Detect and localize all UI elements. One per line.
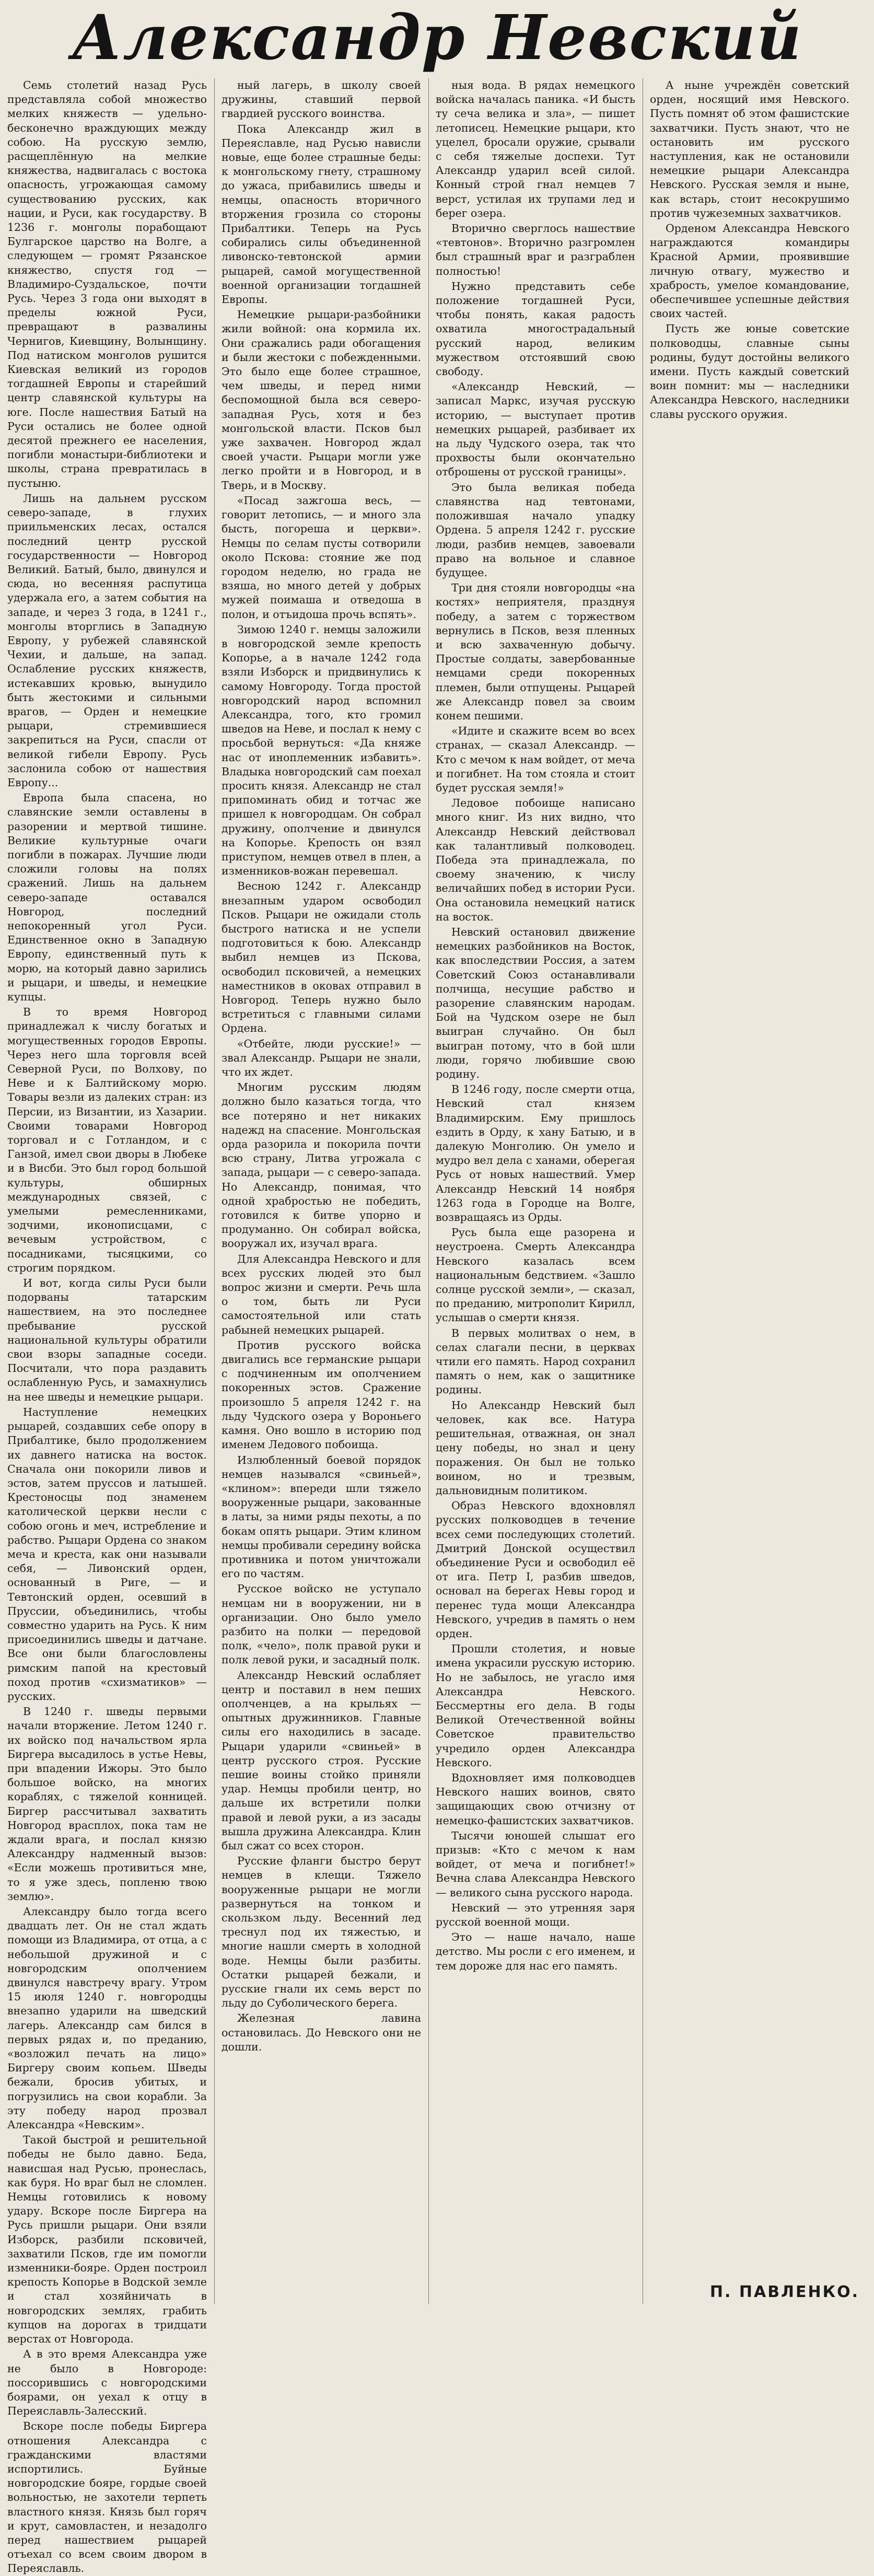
- article-paragraph: В 1246 году, после смерти отца, Невский стал князем Владимирским. Ему пришлось ездить в Орду, к хану Батыю, и в далекую Монголию. Он умело и мудро вел дела с ханами, оберегая Русь от новых нашествий. Умер Александр Невский 14 ноября 1263 года в Городце на Волге, возвращаясь из Орды.: [436, 1083, 635, 1224]
- article-paragraph: Многим русским людям должно было казаться тогда, что все потеряно и нет никаких надежд на спасение. Монгольская орда разорила и покорила почти всю страну, Литва угрожала с запада, рыцари — с северо-запада. Но Александр, понимая, что одной храбростью не победить, готовился к битве упорно и продуманно. Он собирал войска, вооружал их, изучал врага.: [222, 1081, 421, 1250]
- article-paragraph: Весною 1242 г. Александр внезапным ударом освободил Псков. Рыцари не ожидали столь быстрого натиска и не успели подготовиться к бою. Александр выбил немцев из Пскова, освободил псковичей, а немецких наместников в оковах отправил в Новгород. Теперь нужно было встретиться с главными силами Ордена.: [222, 880, 421, 1035]
- article-paragraph: Пока Александр жил в Переяславле, над Русью нависли новые, еще более страшные беды: к монгольскому гнету, страшному до ужаса, прибавились шведы и немцы, опасность вторичного вторжения грозила со стороны Прибалтики. Теперь на Русь собирались силы объединенной ливонско-тевтонской армии рыцарей, самой могущественной военной организации тогдашней Европы.: [222, 122, 421, 306]
- article-paragraph: Такой быстрой и решительной победы не было давно. Беда, нависшая над Русью, пронеслась, как буря. Но враг был не сломлен. Немцы готовились к новому удару. Вскоре после Биргера на Русь пришли рыцари. Они взяли Изборск, разбили псковичей, захватили Псков, где им помогли изменники-бояре. Орден построил крепость Копорье в Водской земле и стал хозяйничать в новгородских землях, грабить купцов на дорогах в тридцати верстах от Новгорода.: [7, 2134, 207, 2346]
- article-paragraph: ныя вода. В рядах немецкого войска началась паника. «И бысть ту сеча велика и зла», — пишет летописец. Немецкие рыцари, кто уцелел, бросали оружие, срывали с себя тяжелые доспехи. Тут Александр ударил всей силой. Конный строй гнал немцев 7 верст, устилая их трупами лед и берег озера.: [436, 79, 635, 219]
- article-paragraph: «Идите и скажите всем во всех странах, — сказал Александр. — Кто с мечом к нам войдет, от меча и погибнет. На том стояла и стоит будет русская земля!»: [436, 725, 635, 794]
- article-paragraph: А в это время Александра уже не было в Новгороде: поссорившись с новгородскими боярами, он уехал к отцу в Переяславль-Залесский.: [7, 2348, 207, 2418]
- article-paragraph: Тысячи юношей слышат его призыв: «Кто с мечом к нам войдет, от меча и погибнет!» Вечна слава Александра Невского — великого сына русского народа.: [436, 1829, 635, 1899]
- article-paragraph: А ныне учреждён советский орден, носящий имя Невского. Пусть помнят об этом фашистские захватчики. Пусть знают, что не остановить им русского наступления, как не остановили немецкие рыцари Александра Невского. Русская земля и ныне, как встарь, стоит несокрушимо против чужеземных захватчиков.: [650, 79, 849, 219]
- article-paragraph: Наступление немецких рыцарей, создавших себе опору в Прибалтике, было продолжением их давнего натиска на восток. Сначала они покорили ливов и эстов, затем пруссов и латышей. Крестоносцы под знаменем католической церкви несли с собою огонь и меч, истребление и рабство. Рыцари Ордена со знаком меча и креста, как они называли себя, — Ливонский орден, основанный в Риге, — и Тевтонский орден, осевший в Пруссии, объединились, чтобы совместно ударить на Русь. К ним присоединились шведы и датчане. Все они были благословлены римским папой на крестовый поход против «схизматиков» — русских.: [7, 1405, 207, 1703]
- article-paragraph: Против русского войска двигались все германские рыцари с подчиненным им ополчением покоренных эстов. Сражение произошло 5 апреля 1242 г. на льду Чудского озера у Вороньего камня. Оно вошло в историю под именем Ледового побоища.: [222, 1338, 421, 1451]
- article-column-3: [436, 78, 635, 2296]
- article-paragraph: В то время Новгород принадлежал к числу богатых и могущественных городов Европы. Через него шла торговля всей Северной Руси, по Волхову, по Неве и к Балтийскому морю. Товары везли из далеких стран: из Персии, из Византии, из Хазарии. Своими товарами Новгород торговал и с Готландом, и с Ганзой, имел свои дворы в Любеке и в Висби. Это был город большой культуры, обширных международных связей, с умелыми ремесленниками, зодчими, иконописцами, с вечевым устройством, с посадниками, тысяцкими, со строгим порядком.: [7, 1006, 207, 1274]
- article-paragraph: Но Александр Невский был человек, как все. Натура решительная, отважная, он знал цену победы, но знал и цену поражения. Он был не только воином, но и трезвым, дальновидным политиком.: [436, 1398, 635, 1497]
- article-paragraph: Три дня стояли новгородцы «на костях» неприятеля, празднуя победу, а затем с торжеством вернулись в Псков, везя пленных и всю захваченную добычу. Простые солдаты, завербованные немцами среди покоренных племен, были отпущены. Рыцарей же Александр повел за своим конем пешими.: [436, 581, 635, 722]
- article-paragraph: Вторично сверглось нашествие «тевтонов». Вторично разгромлен был страшный враг и разграблен полностью!: [436, 222, 635, 277]
- article-paragraph: В 1240 г. шведы первыми начали вторжение. Летом 1240 г. их войско под начальством ярла Биргера высадилось в устье Невы, при впадении Ижоры. Это было большое войско, на многих кораблях, с тяжелой конницей. Биргер рассчитывал захватить Новгород врасплох, пока там не ждали врага, и послал князю Александру надменный вызов: «Если можешь противиться мне, то я уже здесь, попленю твою землю».: [7, 1705, 207, 1903]
- article-paragraph: Вдохновляет имя полководцев Невского наших воинов, свято защищающих свою отчизну от немецко-фашистских захватчиков.: [436, 1771, 635, 1827]
- article-paragraph: «Александр Невский, — записал Маркс, изучая русскую историю, — выступает против немецких рыцарей, разбивает их на льду Чудского озера, так что прохвосты были окончательно отброшены от русской границы».: [436, 380, 635, 479]
- article-paragraph: Это была великая победа славянства над тевтонами, положившая начало упадку Ордена. 5 апреля 1242 г. русские люди, разбив немцев, завоевали право на вольное и славное будущее.: [436, 481, 635, 579]
- article-column-1: [7, 78, 207, 2575]
- article-paragraph: Александр Невский ослабляет центр и поставил в нем пеших ополченцев, а на крыльях — опытных дружинников. Главные силы его находились в засаде. Рыцари ударили «свиньей» в центр русского строя. Русские пешие воины стойко приняли удар. Немцы пробили центр, но дальше их встретили полки правой и левой руки, а из засады вышла дружина Александра. Клин был сжат со всех сторон.: [222, 1669, 421, 1852]
- author-signature: П. ПАВЛЕНКО.: [709, 2283, 859, 2301]
- article-paragraph: Орденом Александра Невского награждаются командиры Красной Армии, проявившие личную отвагу, мужество и храбрость, умелое командование, обеспечившее успешные действия своих частей.: [650, 222, 849, 320]
- article-paragraph: В первых молитвах о нем, в селах слагали песни, в церквах чтили его память. Народ сохранил память о нем, как о защитнике родины.: [436, 1326, 635, 1396]
- article-paragraph: Образ Невского вдохновлял русских полководцев в течение всех семи последующих столетий. Дмитрий Донской осуществил объединение Руси и освободил её от ига. Петр I, разбив шведов, основал на берегах Невы город и перенес туда мощи Александра Невского, учредив в память о нем орден.: [436, 1499, 635, 1640]
- article-paragraph: Это — наше начало, наше детство. Мы росли с его именем, и тем дороже для нас его память.: [436, 1931, 635, 1972]
- article-column-4: [650, 78, 849, 2296]
- article-title: Александр Невский: [72, 1, 802, 74]
- article-paragraph: И вот, когда силы Руси были подорваны татарским нашествием, на это последнее пребывание русской национальной культуры обратили свои взоры западные соседи. Посчитали, что пора раздавить ослабленную Русь, и замахнулись на нее шведы и немецкие рыцари.: [7, 1277, 207, 1403]
- article-paragraph: Для Александра Невского и для всех русских людей это был вопрос жизни и смерти. Речь шла о том, быть ли Руси самостоятельной или стать рабыней немецких рыцарей.: [222, 1252, 421, 1336]
- article-paragraph: Прошли столетия, и новые имена украсили русскую историю. Но не забылось, не угасло имя Александра Невского. Бессмертны его дела. В годы Великой Отечественной войны Советское правительство учредило орден Александра Невского.: [436, 1642, 635, 1769]
- article-paragraph: Семь столетий назад Русь представляла собой множество мелких княжеств — удельно-бесконечно враждующих между собою. На русскую землю, расщеплённую на мелкие княжества, надвигалась с востока опасность, угрожающая самому существованию русских, как нации, и Руси, как государству. В 1236 г. монголы порабощают Булгарское царство на Волге, а следующем — громят Рязанское княжество, спустя год — Владимиро-Суздальское, почти Русь. Через 3 года они выходят в пределы южной Руси, превращают в развалины Чернигов, Киевщину, Волынщину. Под натиском монголов рушится Киевская великий из городов тогдашней Европы и старейший центр славянской культуры на юге. После нашествия Батый на Руси остались не более одной десятой прежнего ее населения, погибли монастыри-библиотеки и школы, страна превратилась в пустыню.: [7, 79, 207, 489]
- article-paragraph: Немецкие рыцари-разбойники жили войной: она кормила их. Они сражались ради обогащения и были жестоки с побежденными. Это было еще более страшное, чем шведы, и перед ними беспомощной была вся северо-западная Русь, хотя и без монгольской власти. Псков был уже захвачен. Новгород ждал своей участи. Рыцари могли уже легко пройти и в Новгород, и в Тверь, и в Москву.: [222, 308, 421, 492]
- article-paragraph: Железная лавина остановилась. До Невского они не дошли.: [222, 2012, 421, 2053]
- article-paragraph: ный лагерь, в школу своей дружины, ставший первой гвардией русского воинства.: [222, 79, 421, 120]
- column-divider: [428, 78, 429, 2304]
- article-paragraph: Ледовое побоище написано много книг. Из них видно, что Александр Невский действовал как талантливый полководец. Победа эта принадлежала, по своему значению, к числу величайших побед в истории Руси. Она остановила немецкий натиск на восток.: [436, 797, 635, 923]
- article-paragraph: Нужно представить себе положение тогдашней Руси, чтобы понять, какая радость охватила многострадальный русский народ, великим мужеством отстоявший свою свободу.: [436, 279, 635, 378]
- article-paragraph: Русь была еще разорена и неустроена. Смерть Александра Невского казалась всем национальным бедствием. «Зашло солнце русской земли», — сказал, по преданию, митрополит Кирилл, услышав о смерти князя.: [436, 1226, 635, 1324]
- article-paragraph: Невский — это утренняя заря русской военной мощи.: [436, 1901, 635, 1928]
- article-paragraph: Зимою 1240 г. немцы заложили в новгородской земле крепость Копорье, а в начале 1242 года взяли Изборск и придвинулись к самому Новгороду. Тогда простой новгородский народ вспомнил Александра, того, кто громил шведов на Неве, и послал к нему с просьбой вернуться: «Да княже нас от иноплеменник избавить». Владыка новгородский сам поехал просить князя. Александр не стал припоминать обид и тотчас же пришел к новгородцам. Он собрал дружину, ополчение и двинулся на Копорье. Крепость он взял приступом, немцев отвел в плен, а изменников-вожан перевешал.: [222, 623, 421, 878]
- article-paragraph: Лишь на дальнем русском северо-западе, в глухих приильменских лесах, остался последний центр русской государственности — Новгород Великий. Батый, было, двинулся и сюда, но весенняя распутица удержала его, а затем события на западе, и через 3 года, в 1241 г., монголы вторглись в Западную Европу, у рубежей славянской Чехии, и дальше, на запад. Ослабление русских княжеств, истекавших кровью, вынудило быть жестокими и сильными врагов, — Орден и немецкие рыцари, стремившиеся закрепиться на Руси, спасли от великой гибели Европу. Русь заслонила собою от нашествия Европу...: [7, 492, 207, 789]
- article-paragraph: Пусть же юные советские полководцы, славные сыны родины, будут достойны великого имени. Пусть каждый советский воин помнит: мы — наследники Александра Невского, наследники славы русского оружия.: [650, 322, 849, 421]
- article-paragraph: Излюбленный боевой порядок немцев назывался «свиньей», «клином»: впереди шли тяжело вооруженные рыцари, закованные в латы, за ними ряды пехоты, а по бокам опять рыцари. Этим клином немцы пробивали середину войска противника и потом уничтожали его по частям.: [222, 1453, 421, 1580]
- article-column-2: [222, 78, 421, 2296]
- article-paragraph: Вскоре после победы Биргера отношения Александра с гражданскими властями испортились. Буйные новгородские бояре, гордые своей вольностью, не захотели терпеть властного князя. Князь был горяч и крут, самовластен, и незадолго перед нашествием рыцарей отъехал со всем своим двором в Переяславль.: [7, 2420, 207, 2575]
- column-divider: [214, 78, 215, 2304]
- article-paragraph: Русские фланги быстро берут немцев в клещи. Тяжело вооруженные рыцари не могли развернуться на тонком и скользком льду. Весенний лед треснул под их тяжестью, и многие нашли смерть в холодной воде. Немцы были разбиты. Остатки рыцарей бежали, и русские гнали их семь верст по льду до Суболического берега.: [222, 1855, 421, 2010]
- article-paragraph: «Посад зажгоша весь, — говорит летопись, — и много зла бысть, погореша и церкви». Немцы по селам пусты сотворили около Пскова: стояние же под городом неделю, но града не взяша, но много детей у добрых мужей поимаша и отведоша в полон, и отъидоша прочь вспять».: [222, 494, 421, 621]
- article-paragraph: Европа была спасена, но славянские земли оставлены в разорении и мертвой тишине. Великие культурные очаги погибли в пожарах. Лучшие люди сложили головы на полях сражений. Лишь на дальнем северо-западе оставался Новгород, последний непокоренный угол Руси. Единственное окно в Западную Европу, единственный путь к морю, на который давно зарились и рыцари, и шведы, и немецкие купцы.: [7, 791, 207, 1003]
- article-paragraph: «Отбейте, люди русские!» — звал Александр. Рыцари не знали, что их ждет.: [222, 1037, 421, 1079]
- article-paragraph: Русское войско не уступало немцам ни в вооружении, ни в организации. Оно было умело разбито на полки — передовой полк, «чело», полк правой руки и полк левой руки, и засадный полк.: [222, 1582, 421, 1666]
- article-paragraph: Александру было тогда всего двадцать лет. Он не стал ждать помощи из Владимира, от отца, а с небольшой дружиной и с новгородским ополчением двинулся навстречу врагу. Утром 15 июля 1240 г. новгородцы внезапно ударили на шведский лагерь. Александр сам бился в первых рядах и, по преданию, «возложил печать на лицо» Биргеру своим копьем. Шведы бежали, бросив убитых, и погрузились на свои корабли. За эту победу народ прозвал Александра «Невским».: [7, 1905, 207, 2131]
- article-paragraph: Невский остановил движение немецких разбойников на Восток, как впоследствии Россия, а затем Советский Союз останавливали полчища, несущие рабство и разорение славянским народам. Бой на Чудском озере не был выигран случайно. Он был выигран потому, что в бой шли люди, горячо любившие свою родину.: [436, 925, 635, 1081]
